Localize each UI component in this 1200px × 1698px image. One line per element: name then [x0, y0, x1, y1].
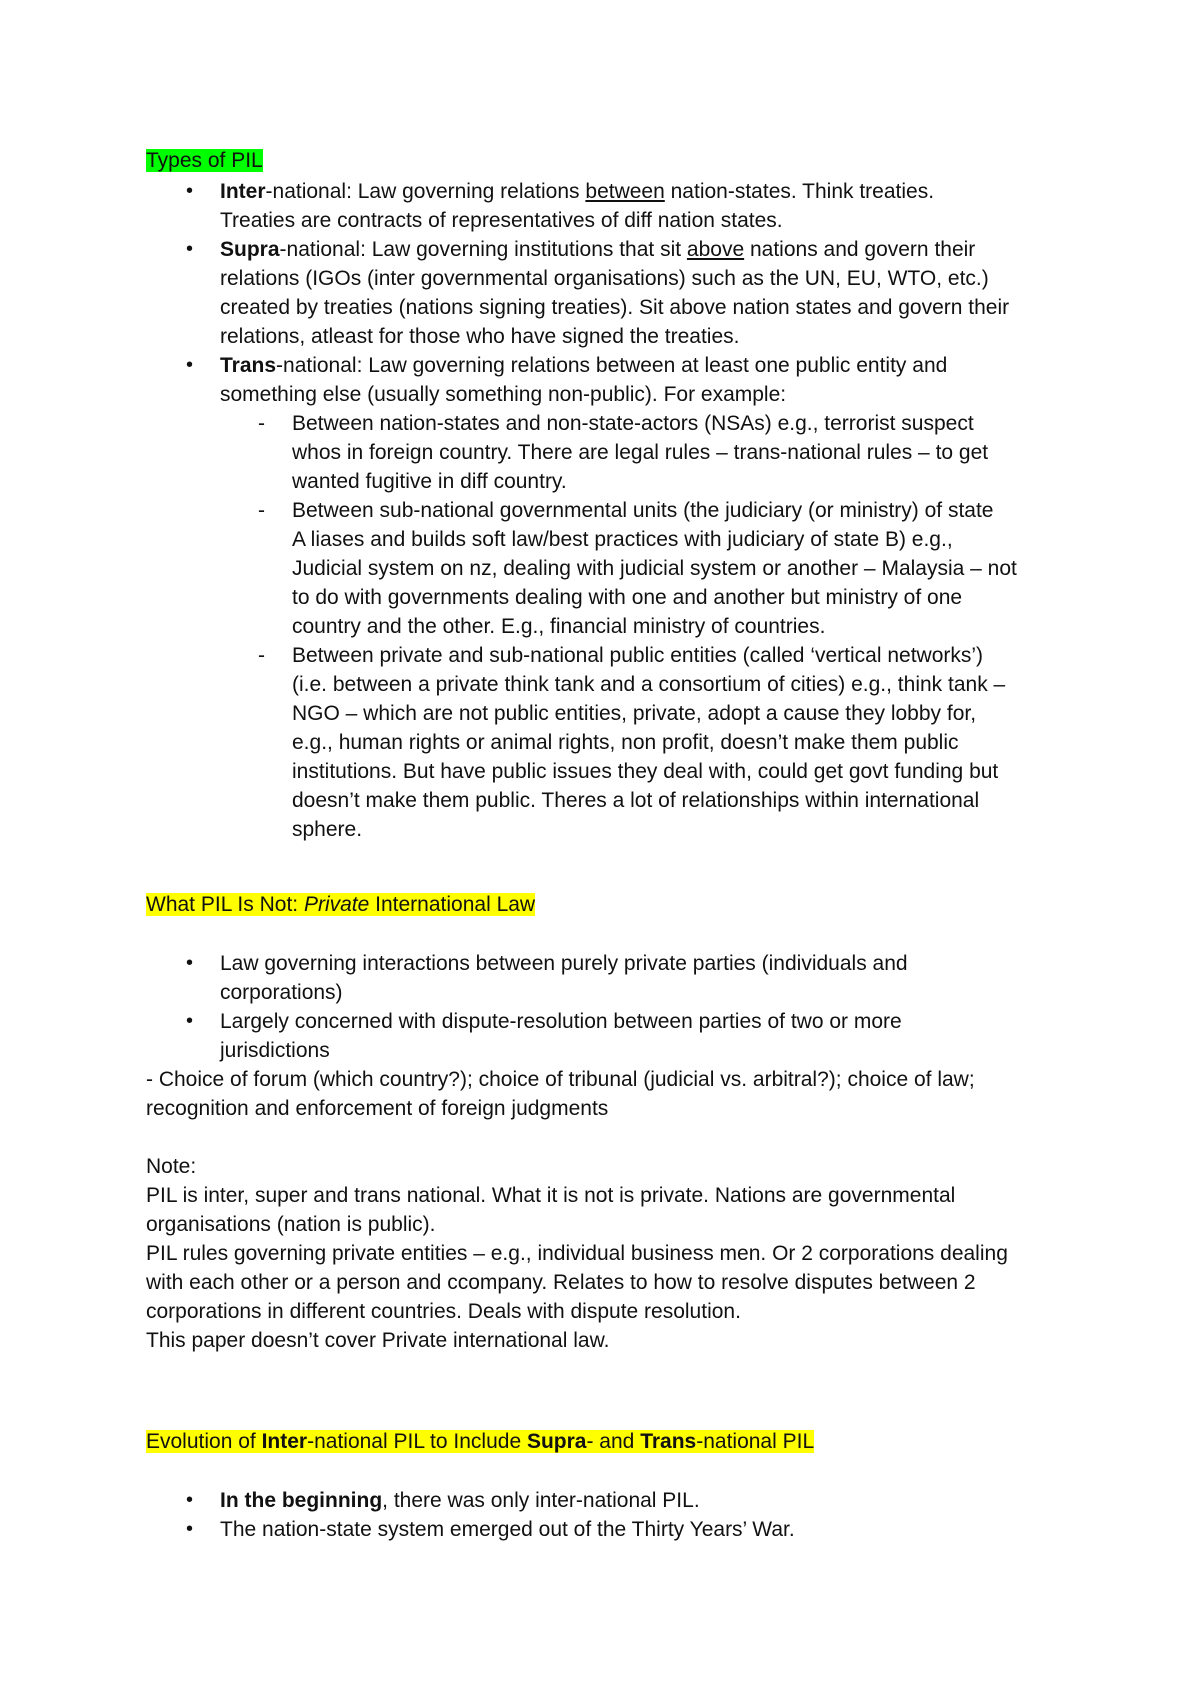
note-line: with each other or a person and ccompany. Relates to how to resolve disputes between 2 — [146, 1271, 976, 1294]
bullet-icon: • — [186, 354, 194, 376]
sub-item-1-line: whos in foreign country. There are legal rules – trans-national rules – to get — [292, 441, 989, 464]
dash-marker: - — [258, 499, 265, 522]
sub-item-3-line: (i.e. between a private think tank and a consortium of cities) e.g., think tank – — [292, 673, 1006, 696]
sub-item-2-line: Judicial system on nz, dealing with judicial system or another – Malaysia – not — [292, 557, 1017, 580]
bullet-icon: • — [186, 1518, 194, 1540]
sub-item-3-line: doesn’t make them public. Theres a lot of relationships within international — [292, 789, 980, 812]
private-bullet-2-line: jurisdictions — [220, 1039, 330, 1062]
sub-item-1-line: wanted fugitive in diff country. — [292, 470, 567, 493]
supra-line-3: created by treaties (nations signing treaties). Sit above nation states and govern their — [220, 296, 1010, 319]
inter-line-1: Inter-national: Law governing relations between nation-states. Think treaties. — [220, 180, 935, 203]
note-label: Note: — [146, 1155, 197, 1178]
sub-item-3-line: sphere. — [292, 818, 363, 841]
note-line: PIL is inter, super and trans national. What it is not is private. Nations are governmental — [146, 1184, 956, 1207]
private-bullet-2-line: Largely concerned with dispute-resolution between parties of two or more — [220, 1010, 902, 1033]
bullet-icon: • — [186, 952, 194, 974]
sub-item-3-line: NGO – which are not public entities, private, adopt a cause they lobby for, — [292, 702, 977, 725]
private-bullet-1-line: Law governing interactions between purely private parties (individuals and — [220, 952, 908, 975]
note-line: corporations in different countries. Deals with dispute resolution. — [146, 1300, 741, 1323]
note-line: This paper doesn’t cover Private international law. — [146, 1329, 610, 1352]
private-bullet-1-line: corporations) — [220, 981, 343, 1004]
note-line: organisations (nation is public). — [146, 1213, 436, 1236]
sub-item-2-line: to do with governments dealing with one and another but ministry of one — [292, 586, 963, 609]
supra-line-1: Supra-national: Law governing institutions that sit above nations and govern their — [220, 238, 976, 261]
supra-line-2: relations (IGOs (inter governmental organisations) such as the UN, EU, WTO, etc.) — [220, 267, 989, 290]
choice-line-2: recognition and enforcement of foreign judgments — [146, 1097, 609, 1120]
heading-what-pil-is-not: What PIL Is Not: Private International Law — [146, 893, 536, 916]
supra-line-4: relations, atleast for those who have signed the treaties. — [220, 325, 740, 348]
sub-item-2-line: A liases and builds soft law/best practices with judiciary of state B) e.g., — [292, 528, 953, 551]
heading-types-of-pil — [146, 146, 263, 175]
bullet-icon: • — [186, 1010, 194, 1032]
evolution-bullet-2: The nation-state system emerged out of the Thirty Years’ War. — [220, 1518, 795, 1541]
choice-line-1: - Choice of forum (which country?); choice of tribunal (judicial vs. arbitral?); choice of law; — [146, 1068, 975, 1091]
dash-marker: - — [258, 644, 265, 667]
bullet-icon: • — [186, 1489, 194, 1511]
trans-line-2: something else (usually something non-public). For example: — [220, 383, 787, 406]
sub-item-3-line: Between private and sub-national public entities (called ‘vertical networks’) — [292, 644, 984, 667]
evolution-bullet-1: In the beginning, there was only inter-national PIL. — [220, 1489, 700, 1512]
bullet-icon: • — [186, 180, 194, 202]
sub-item-2-line: Between sub-national governmental units (the judiciary (or ministry) of state — [292, 499, 994, 522]
sub-item-1-line: Between nation-states and non-state-actors (NSAs) e.g., terrorist suspect — [292, 412, 974, 435]
inter-line-2: Treaties are contracts of representatives of diff nation states. — [220, 209, 783, 232]
sub-item-2-line: country and the other. E.g., financial ministry of countries. — [292, 615, 826, 638]
heading-text: Types of PIL — [146, 149, 263, 172]
trans-line-1: Trans-national: Law governing relations between at least one public entity and — [220, 354, 948, 377]
sub-item-3-line: institutions. But have public issues they deal with, could get govt funding but — [292, 760, 999, 783]
sub-item-3-line: e.g., human rights or animal rights, non profit, doesn’t make them public — [292, 731, 959, 754]
dash-marker: - — [258, 412, 265, 435]
note-line: PIL rules governing private entities – e.g., individual business men. Or 2 corporations dealing — [146, 1242, 1008, 1265]
heading-evolution: Evolution of Inter-national PIL to Include Supra- and Trans-national PIL — [146, 1430, 815, 1453]
bullet-icon: • — [186, 238, 194, 260]
